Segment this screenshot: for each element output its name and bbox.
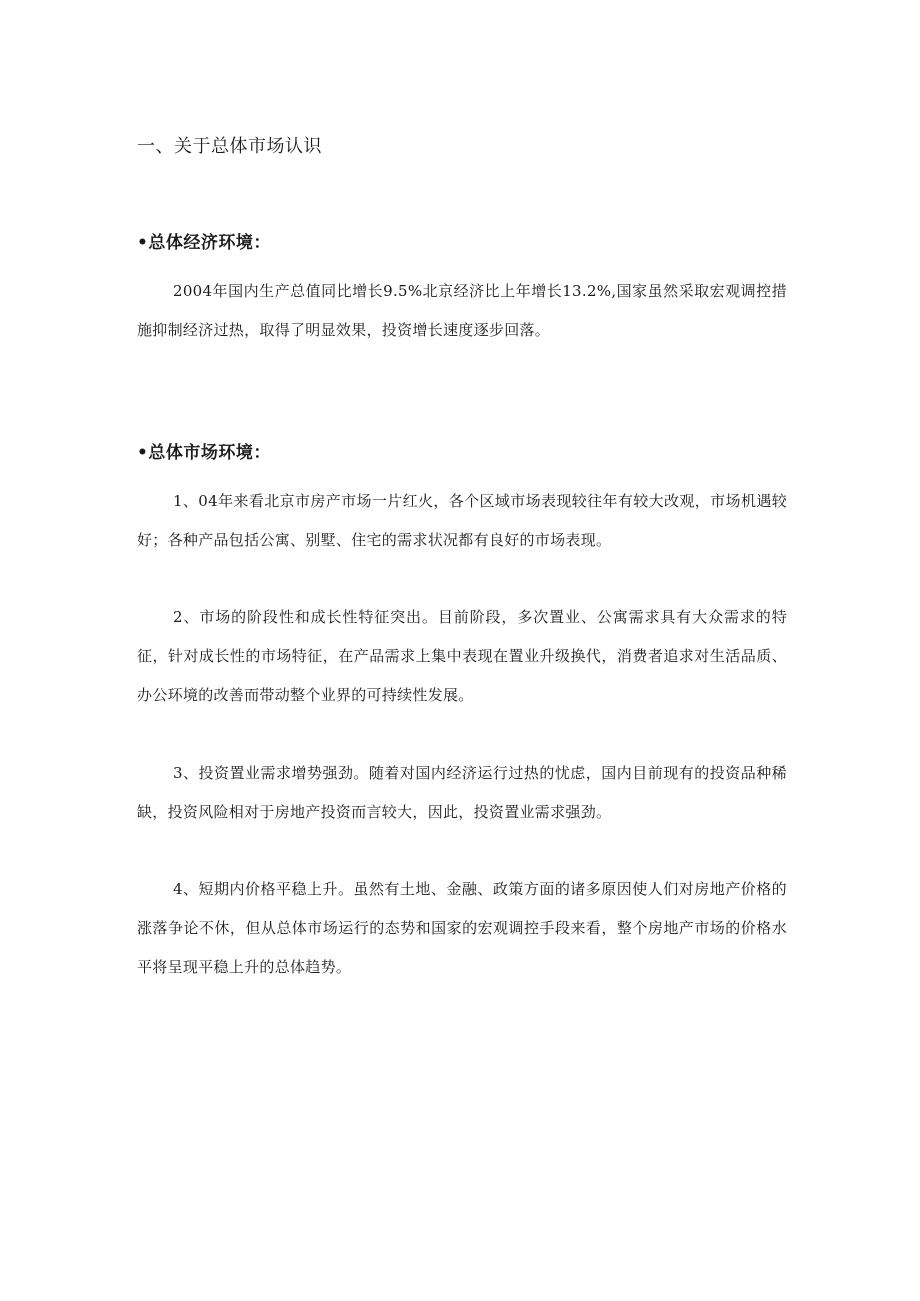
market-point-4: 4、短期内价格平稳上升。虽然有土地、金融、政策方面的诸多原因使人们对房地产价格的涨落争论不休，但从总体市场运行的态势和国家的宏观调控手段来看，整个房地产市场的价格水平将呈现平稳上升的总体趋势。 xyxy=(137,880,787,976)
economy-heading: •总体经济环境： xyxy=(137,233,271,253)
market-heading: •总体市场环境： xyxy=(137,443,271,463)
section-title: 一、关于总体市场认识 xyxy=(137,136,322,157)
market-point-1: 1、04年来看北京市房产市场一片红火，各个区域市场表现较往年有较大改观，市场机遇较好；各种产品包括公寓、别墅、住宅的需求状况都有良好的市场表现。 xyxy=(137,492,787,549)
economy-paragraph: 2004年国内生产总值同比增长9.5%北京经济比上年增长13.2%,国家虽然采取宏观调控措施抑制经济过热，取得了明显效果，投资增长速度逐步回落。 xyxy=(137,282,787,339)
market-point-3: 3、投资置业需求增势强劲。随着对国内经济运行过热的忧虑，国内目前现有的投资品种稀缺，投资风险相对于房地产投资而言较大，因此，投资置业需求强劲。 xyxy=(137,764,787,821)
market-point-2: 2、市场的阶段性和成长性特征突出。目前阶段，多次置业、公寓需求具有大众需求的特征，针对成长性的市场特征，在产品需求上集中表现在置业升级换代，消费者追求对生活品质、办公环境的改善而带动整个业界的可持续性发展。 xyxy=(137,608,787,704)
